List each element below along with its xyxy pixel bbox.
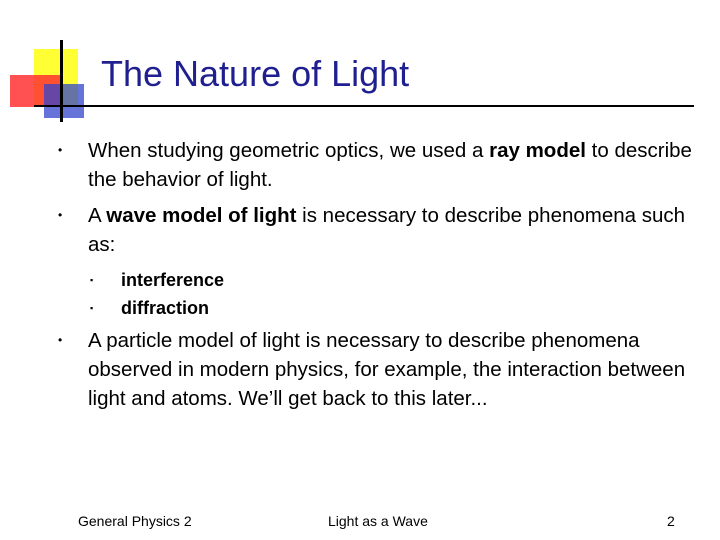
- bullet-text: to describe the behavior of light.: [88, 139, 692, 191]
- slide-title: The Nature of Light: [101, 53, 410, 94]
- sub-bullet-list: [58, 266, 698, 322]
- slide-body: [58, 136, 698, 420]
- sub-bullet-text: diffraction: [121, 298, 209, 318]
- bullet-text: is necessary to describe phenomena such as:: [88, 204, 686, 256]
- title-underline: [34, 105, 694, 107]
- bullet-item: [58, 201, 698, 259]
- bullet-marker: •: [58, 333, 63, 347]
- footer-course: General Physics 2: [78, 513, 192, 529]
- bullet-emphasis: wave model of light: [106, 204, 297, 227]
- bullet-marker: •: [58, 143, 63, 157]
- sub-bullet-text: interference: [121, 270, 225, 290]
- footer-topic: Light as a Wave: [328, 513, 428, 529]
- logo-blue-square: [44, 84, 84, 118]
- bullet-text: A: [88, 204, 107, 227]
- bullet-marker: •: [58, 208, 63, 222]
- sub-bullet-item: [58, 294, 698, 322]
- bullet-item: [58, 326, 698, 413]
- slide-number: 2: [667, 513, 675, 529]
- sub-bullet-marker: ▪: [90, 275, 94, 285]
- bullet-item: [58, 136, 698, 194]
- logo-vertical-line: [60, 40, 63, 122]
- sub-bullet-marker: ▪: [90, 303, 94, 313]
- bullet-text: A particle model of light is necessary to describe phenomena observed in modern physics, for example, the interaction between light and atoms. We’ll get back to this later...: [88, 329, 686, 410]
- bullet-emphasis: ray model: [489, 139, 586, 162]
- sub-bullet-item: [58, 266, 698, 294]
- bullet-text: When studying geometric optics, we used a: [88, 139, 490, 162]
